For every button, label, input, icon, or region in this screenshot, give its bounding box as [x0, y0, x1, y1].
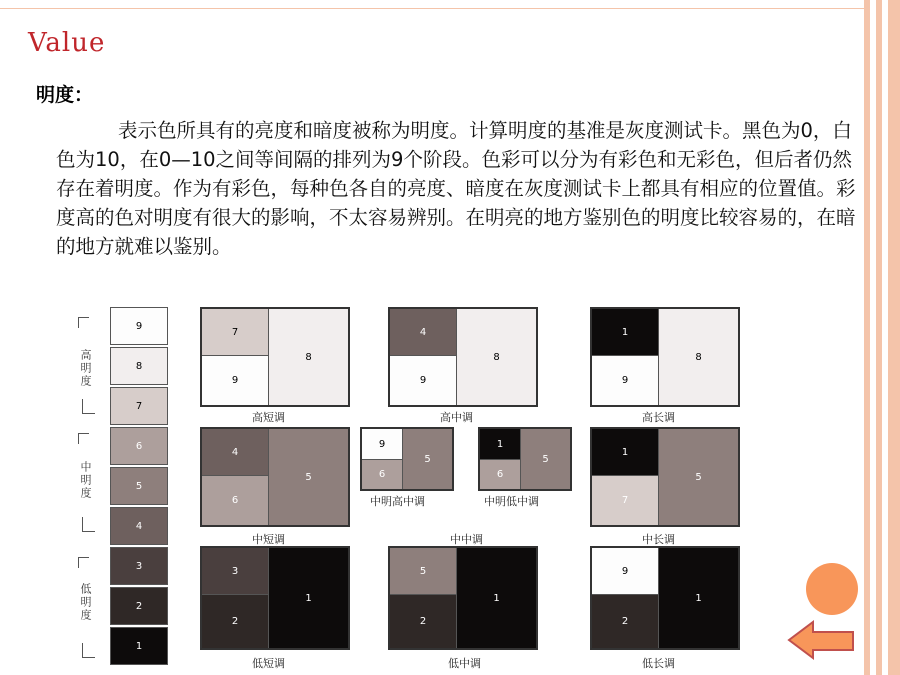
scale-cell: 8 — [110, 347, 168, 385]
bracket-top-low — [78, 557, 89, 568]
key-mid-high-mid: 9 6 5 — [360, 427, 454, 491]
caption-high-long: 高长调 — [642, 411, 675, 424]
key-high-short: 7 9 8 — [200, 307, 350, 407]
caption-high-short: 高短调 — [252, 411, 285, 424]
scale-cell: 2 — [110, 587, 168, 625]
slide-title: Value — [28, 28, 106, 58]
scale-cell: 9 — [110, 307, 168, 345]
key-mid-long: 1 7 5 — [590, 427, 740, 527]
caption-high-mid: 高中调 — [440, 411, 473, 424]
bracket-bot-high — [82, 399, 95, 414]
body-paragraph: 表示色所具有的亮度和暗度被称为明度。计算明度的基准是灰度测试卡。黑色为0，白色为10，在0—10之间等间隔的排列为9个阶段。色彩可以分为有彩色和无彩色，但后者仍然存在着明度。作为有彩色，每种色各自的亮度、暗度在灰度测试卡上都具有相应的位置值。彩度高的色对明度有很大的影响，不太容易辨别。在明亮的地方鉴别色的明度比较容易的，在暗的地方就难以鉴别。 — [56, 119, 856, 258]
caption-mid-long: 中长调 — [642, 533, 675, 546]
key-high-long: 1 9 8 — [590, 307, 740, 407]
scale-cell: 4 — [110, 507, 168, 545]
key-low-long: 9 2 1 — [590, 546, 740, 650]
key-low-mid: 5 2 1 — [388, 546, 538, 650]
key-high-mid: 4 9 8 — [388, 307, 538, 407]
bracket-bot-mid — [82, 517, 95, 532]
key-mid-low-mid: 1 6 5 — [478, 427, 572, 491]
slide-top-border — [0, 0, 864, 9]
scale-cell: 6 — [110, 427, 168, 465]
scale-cell: 5 — [110, 467, 168, 505]
scale-cell: 1 — [110, 627, 168, 665]
orange-circle-icon — [806, 563, 858, 615]
label-mid-value: 中明度 — [79, 461, 92, 500]
key-mid-short: 4 6 5 — [200, 427, 350, 527]
back-arrow-icon[interactable] — [787, 618, 857, 662]
bracket-bot-low — [82, 643, 95, 658]
caption-low-mid: 低中调 — [448, 657, 481, 670]
label-high-value: 高明度 — [79, 349, 92, 388]
scale-cell: 3 — [110, 547, 168, 585]
label-low-value: 低明度 — [79, 583, 92, 622]
caption-low-long: 低长调 — [642, 657, 675, 670]
value-key-figure — [68, 303, 773, 675]
key-low-short: 3 2 1 — [200, 546, 350, 650]
caption-mid-high-mid: 中明高中调 — [370, 495, 425, 508]
caption-mid-short: 中短调 — [252, 533, 285, 546]
caption-mid-mid: 中中调 — [450, 533, 483, 546]
value-scale — [110, 307, 168, 667]
scale-cell: 7 — [110, 387, 168, 425]
bracket-top-high — [78, 317, 89, 328]
caption-low-short: 低短调 — [252, 657, 285, 670]
section-heading: 明度： — [36, 84, 94, 106]
bracket-top-mid — [78, 433, 89, 444]
slide-right-border — [864, 0, 900, 675]
caption-mid-low-mid: 中明低中调 — [484, 495, 539, 508]
